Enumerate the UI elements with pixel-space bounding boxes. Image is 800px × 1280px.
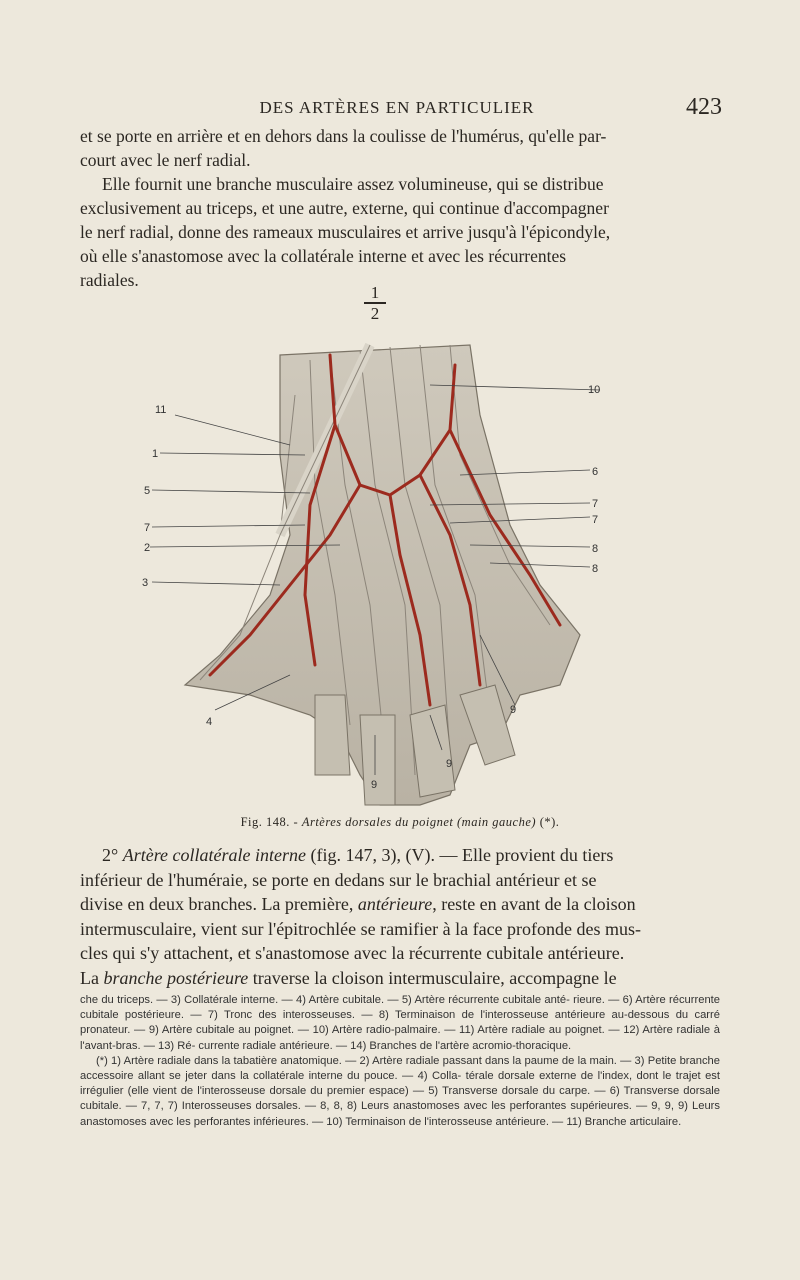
figure-label: 7 <box>144 522 151 534</box>
caption-prefix: Fig. 148. - <box>240 815 299 829</box>
figure-caption <box>0 815 800 830</box>
text-line <box>80 892 720 917</box>
figure-label: 8 <box>592 543 599 555</box>
figure-label: 6 <box>592 466 599 478</box>
text-line: et se porte en arrière et en dehors dans la coulisse de l'humérus, qu'elle par- <box>80 126 607 146</box>
caption-title: Artères dorsales du poignet (main gauche) <box>301 815 537 829</box>
text-line: court avec le nerf radial. <box>80 150 251 170</box>
text-span: , reste en avant de la cloison <box>432 894 636 914</box>
footnotes <box>80 993 720 1130</box>
section-title: Artère collatérale interne <box>122 845 306 865</box>
page-number: 423 <box>686 94 722 120</box>
text-span: traverse la cloison intermusculaire, accompagne le <box>252 967 617 988</box>
fraction-numerator: 1 <box>370 283 380 302</box>
figure-label: 9 <box>371 779 378 791</box>
figure-label: 9 <box>510 704 517 716</box>
text-line: inférieur de l'huméraie, se porte en dedans sur le brachial antérieur et se <box>80 869 597 890</box>
text-line: radiales. <box>80 270 139 290</box>
figure-label: 5 <box>144 485 151 497</box>
text-line: où elle s'anastomose avec la collatérale interne et avec les récurrentes <box>80 246 567 266</box>
figure-label: 4 <box>206 716 213 728</box>
figure-label: 1 <box>152 448 159 460</box>
running-title: DES ARTÈRES EN PARTICULIER <box>259 98 535 117</box>
hand-dorsal-arteries-drawing <box>130 335 620 810</box>
text-span: divise en deux branches. La première, <box>80 894 354 914</box>
figure-label: 7 <box>592 514 599 526</box>
text-line: Elle fournit une branche musculaire assez volumineuse, qui se distribue <box>102 174 604 194</box>
figure-label: 9 <box>446 758 453 770</box>
scale-fraction <box>360 284 390 322</box>
term-posterior: branche postérieure <box>103 967 249 988</box>
section-ref: (fig. 147, 3), (V). — Elle provient du tiers <box>310 845 614 865</box>
footnote-continued: che du triceps. — 3) Collatérale interne. — 4) Artère cubitale. — 5) Artère récurrente cubitale anté- rieure. — 6) Artère récurrente cubitale postérieure. — 7) Tronc des interosseuses. — 8) Terminaison de l'interosseuse antérieure au-dessous du carré pronateur. — 9) Artère cubitale au poignet. — 10) Artère radio-palmaire. — 11) Artère radiale au poignet. — 12) Artère radiale à l'avant-bras. — 13) Ré- currente radiale antérieure. — 14) Branches de l'artère acromio-thoracique. <box>80 994 720 1052</box>
text-line: intermusculaire, vient sur l'épitrochlée se ramifier à la face profonde des mus- <box>80 918 642 939</box>
section-number: 2° <box>102 845 119 865</box>
figure-label: 2 <box>144 542 151 554</box>
term-anterior: antérieure <box>357 894 433 914</box>
footnote-figure: (*) 1) Artère radiale dans la tabatière anatomique. — 2) Artère radiale passant dans la paume de la main. — 3) Petite branche accessoire allant se jeter dans la collatérale interne du pouce. — 4) Colla- térale dorsale externe de l'index, dont le trajet est irrégulier (elle vient de l'interosseuse dorsale du premier espace) — 5) Transverse dorsale du carpe. — 6) Transverse dorsale cubitale. — 7, 7, 7) Interosseuses dorsales. — 8, 8, 8) Leurs anastomoses avec les perforantes supérieures. — 9, 9, 9) Leurs anastomoses avec les perforantes inférieures. — 10) Terminaison de l'interosseuse antérieure. — 11) Branche articulaire. <box>80 1054 720 1128</box>
figure-label: 10 <box>588 384 601 396</box>
figure-label: 3 <box>142 577 149 589</box>
text-line: le nerf radial, donne des rameaux musculaires et arrive jusqu'à l'épicondyle, <box>80 222 611 242</box>
text-line <box>80 966 720 991</box>
anatomical-illustration <box>130 335 620 810</box>
text-line: cles qui s'y attachent, et s'anastomose avec la récurrente cubitale antérieure. <box>80 943 625 963</box>
caption-suffix: (*). <box>539 815 560 829</box>
figure-label: 8 <box>592 563 599 575</box>
fraction-denominator: 2 <box>370 303 380 323</box>
paragraph-collateral-artery <box>80 843 720 990</box>
figure-label: 11 <box>155 404 167 416</box>
figure-label: 7 <box>592 498 599 510</box>
text-span: La <box>80 967 99 988</box>
page-header <box>72 96 722 126</box>
text-line <box>80 843 720 868</box>
text-line: exclusivement au triceps, et une autre, externe, qui continue d'accompagner <box>80 198 609 218</box>
paragraph-humeral-branch <box>80 124 720 292</box>
